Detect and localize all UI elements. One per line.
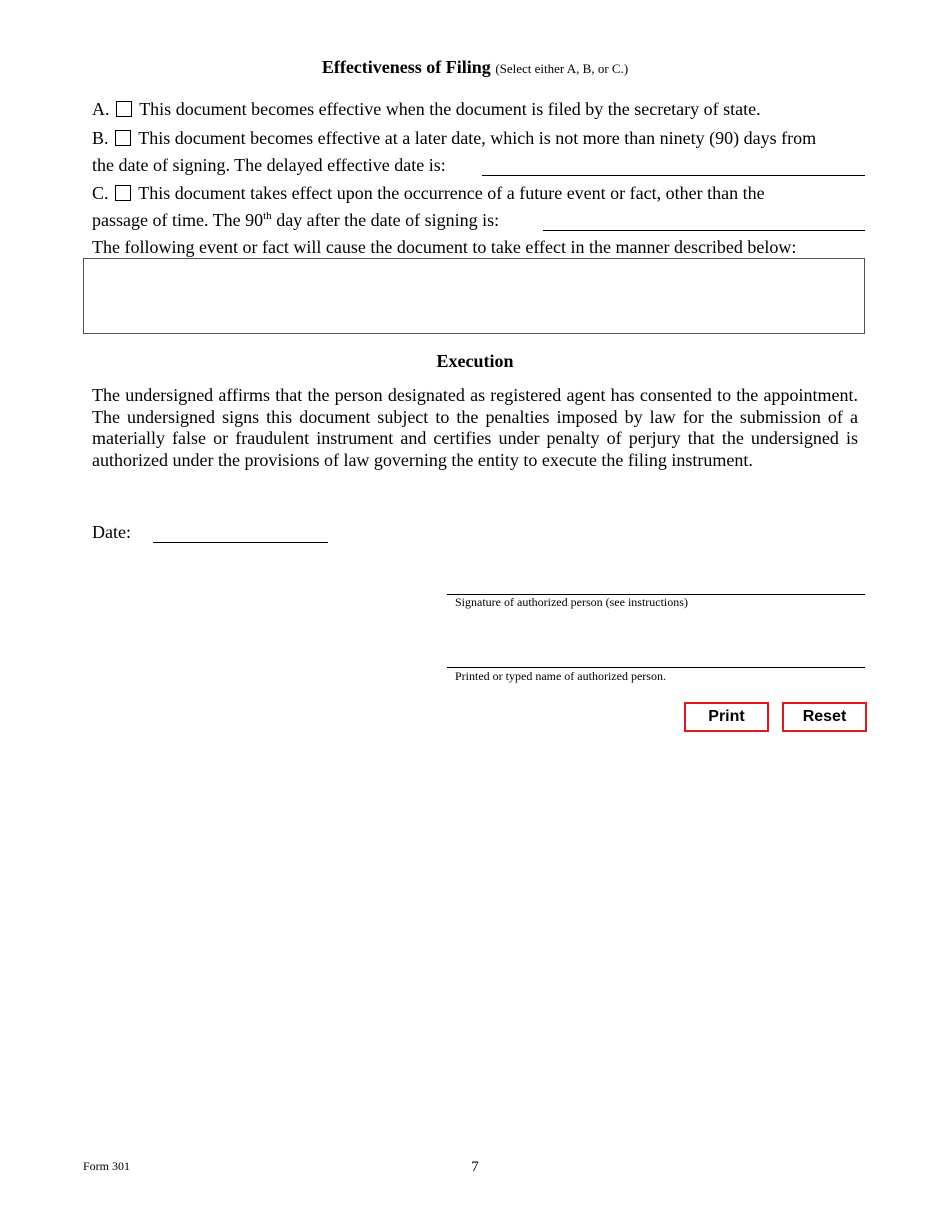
delayed-effective-date-field[interactable] <box>482 175 865 176</box>
execution-title: Execution <box>436 351 514 371</box>
page-number: 7 <box>471 1159 479 1175</box>
ninetieth-day-date-field[interactable] <box>543 230 865 231</box>
form-label: Form 301 <box>83 1159 131 1173</box>
printed-name-field[interactable] <box>447 667 865 668</box>
option-a-letter: A. <box>92 99 110 119</box>
option-c-line2-post: day after the date of signing is: <box>271 210 500 230</box>
option-b-row <box>92 128 816 148</box>
option-c-text-line2 <box>92 210 499 230</box>
option-c-text-line1: This document takes effect upon the occurrence of a future event or fact, other than the <box>138 183 765 203</box>
signature-caption: Signature of authorized person (see instructions) <box>455 595 688 609</box>
event-prompt: The following event or fact will cause the document to take effect in the manner described below: <box>92 237 797 257</box>
date-field[interactable] <box>153 542 328 543</box>
print-button[interactable]: Print <box>684 702 769 732</box>
option-a-row <box>92 99 761 119</box>
option-c-line2-sup: th <box>263 210 272 222</box>
effectiveness-title: Effectiveness of Filing <box>321 57 491 77</box>
option-c-letter: C. <box>92 183 109 203</box>
effectiveness-heading <box>0 57 950 78</box>
effectiveness-subtitle: (Select either A, B, or C.) <box>495 61 629 76</box>
option-a-checkbox[interactable] <box>116 101 132 117</box>
option-b-checkbox[interactable] <box>115 130 131 146</box>
execution-paragraph: The undersigned affirms that the person designated as registered agent has consented to the appointment. The undersigned signs this document subject to the penalties imposed by law for the submission of a materially false or fraudulent instrument and certifies under penalty of perjury that the undersigned is authorized under the provisions of law governing the entity to execute the filing instrument. <box>92 385 858 470</box>
option-c-row <box>92 183 765 203</box>
event-description-textbox[interactable] <box>83 258 865 334</box>
option-b-text-line2: the date of signing. The delayed effective date is: <box>92 155 446 175</box>
reset-button[interactable]: Reset <box>782 702 867 732</box>
option-b-letter: B. <box>92 128 109 148</box>
option-c-line2-pre: passage of time. The 90 <box>92 210 264 230</box>
option-b-text-line1: This document becomes effective at a later date, which is not more than ninety (90) days from <box>138 128 817 148</box>
option-a-text: This document becomes effective when the document is filed by the secretary of state. <box>139 99 761 119</box>
date-label: Date: <box>92 522 131 542</box>
printed-name-caption: Printed or typed name of authorized person. <box>455 669 666 683</box>
option-c-checkbox[interactable] <box>115 185 131 201</box>
